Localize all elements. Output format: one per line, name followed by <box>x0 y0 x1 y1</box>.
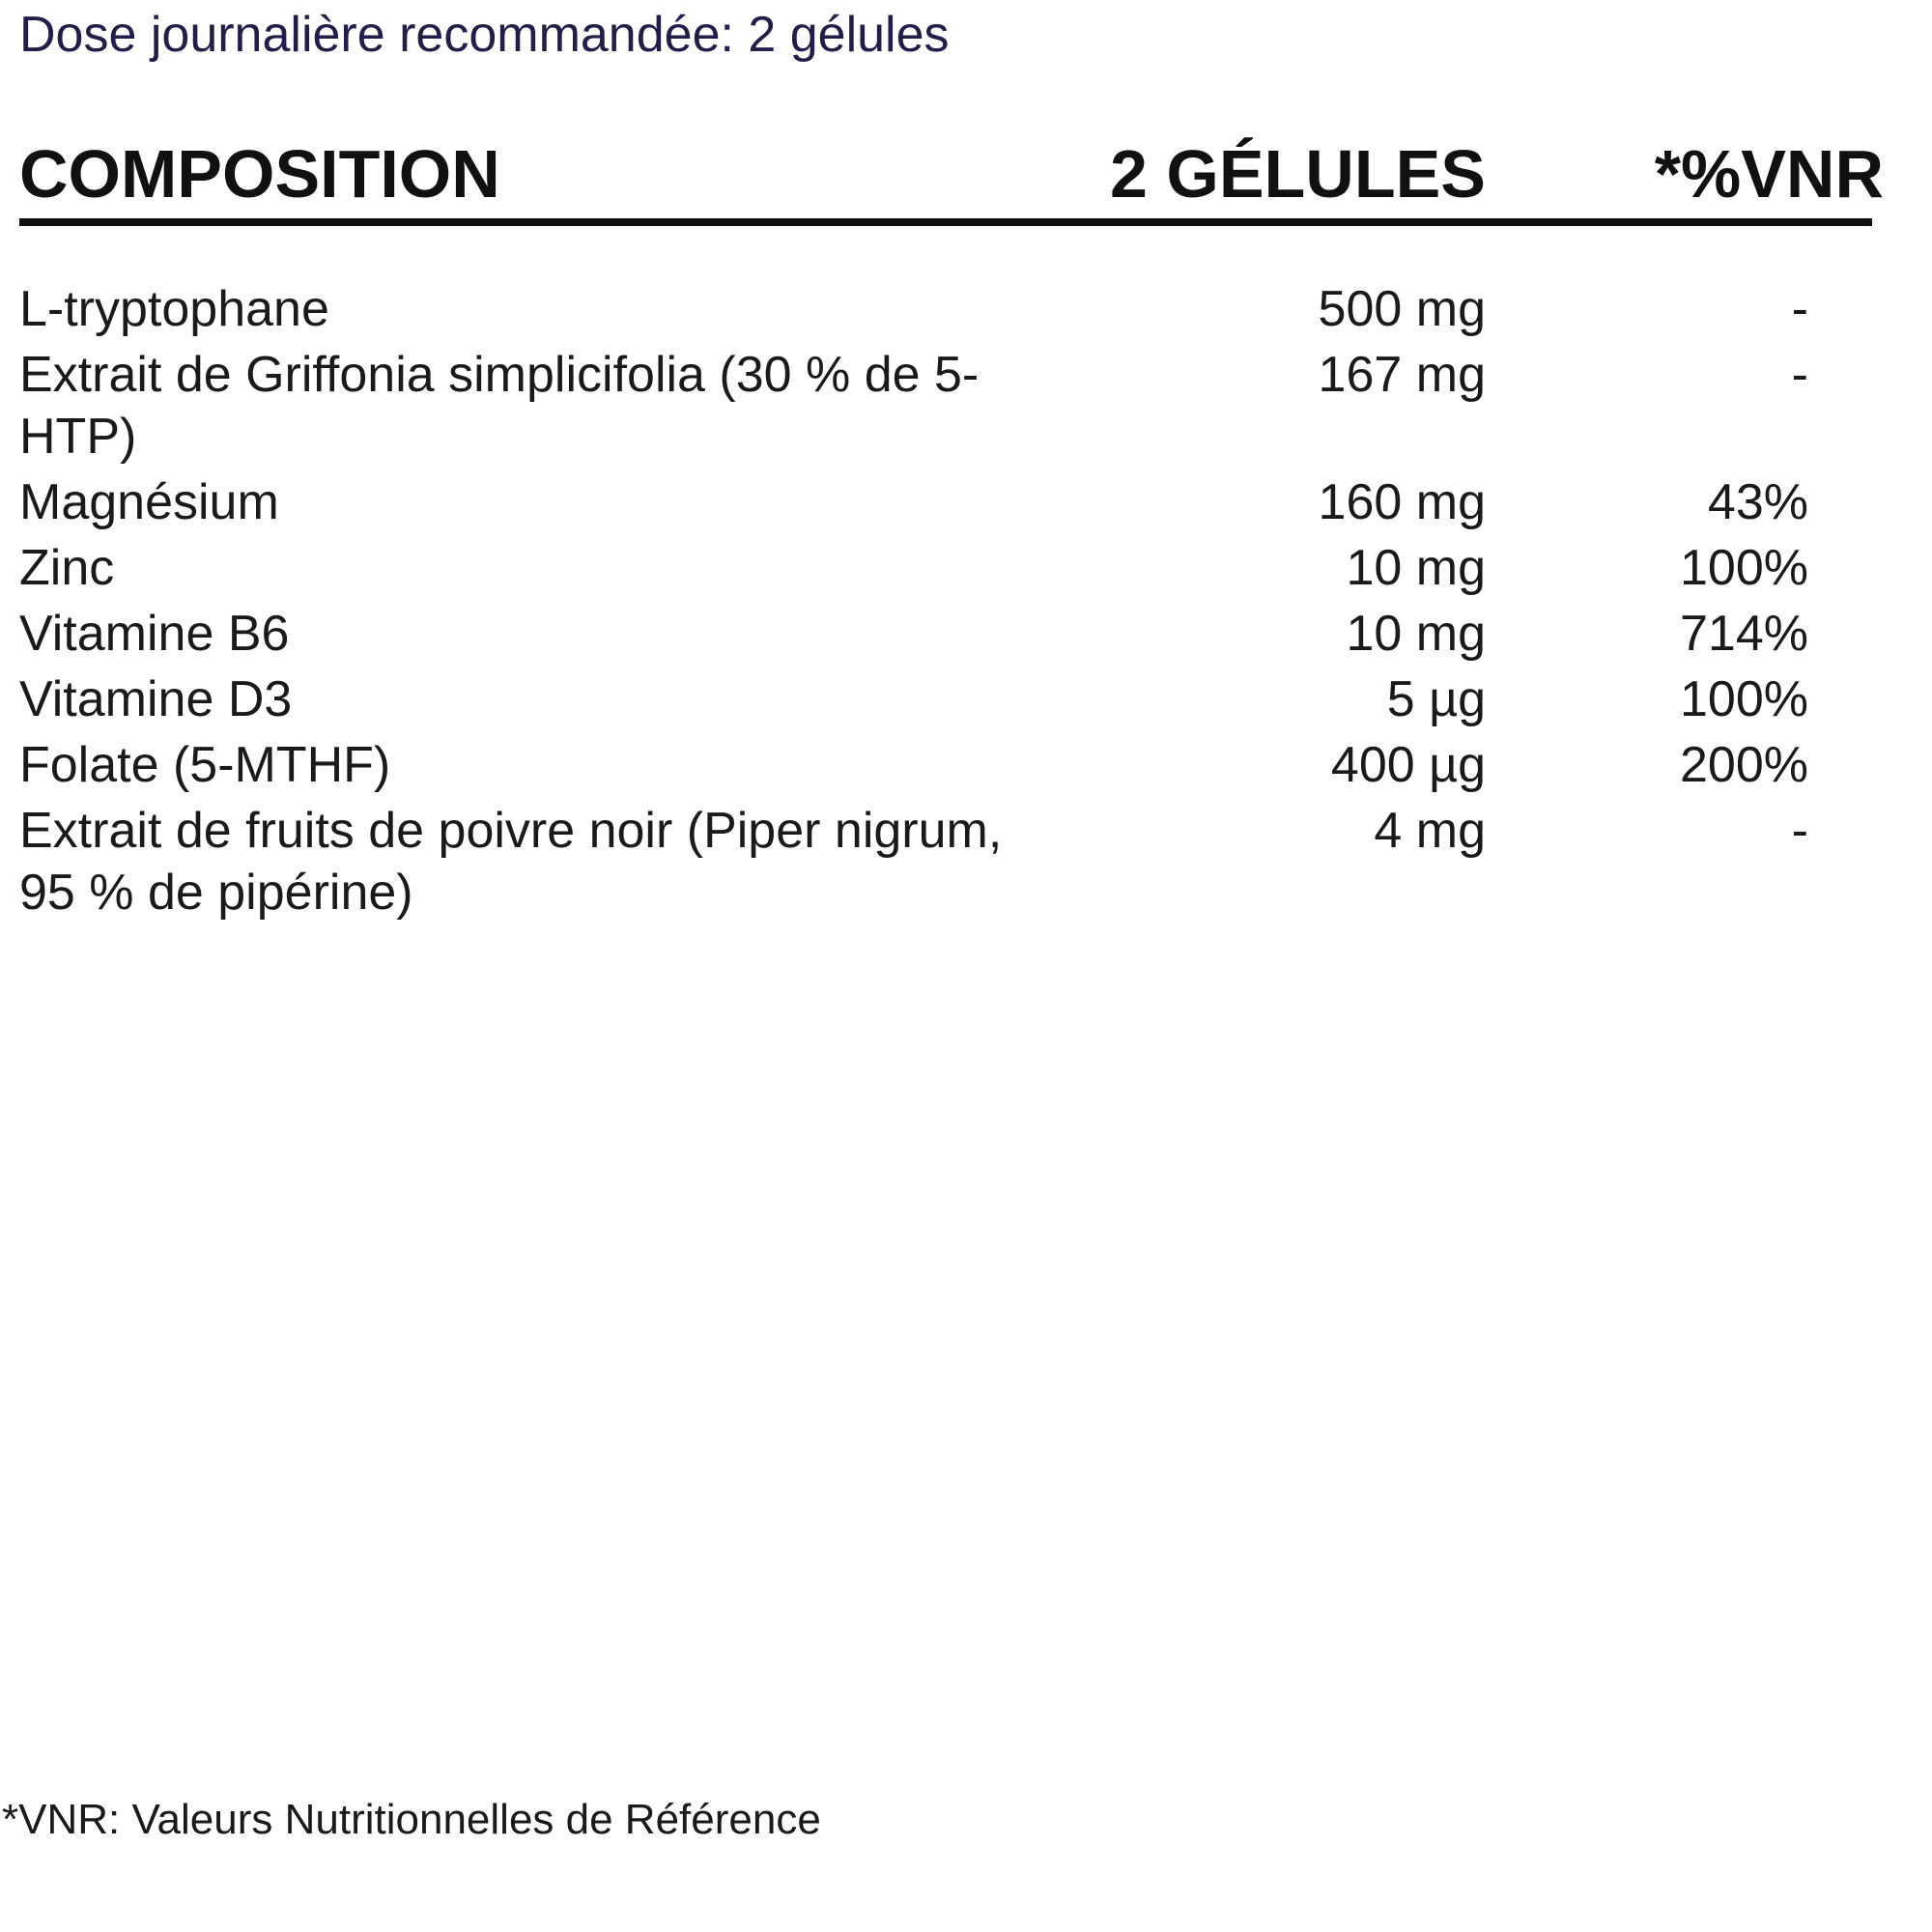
ingredient-name: Zinc <box>19 540 115 596</box>
table-row <box>19 471 1884 537</box>
ingredient-quantity: 10 mg <box>1346 540 1486 596</box>
ingredient-vnr: 100% <box>1680 671 1808 727</box>
table-row <box>19 668 1884 734</box>
ingredient-vnr: 100% <box>1680 540 1808 596</box>
table-header <box>19 133 1884 214</box>
table-row <box>19 278 1884 344</box>
ingredient-vnr: 200% <box>1680 737 1808 793</box>
ingredient-name: Magnésium <box>19 474 279 530</box>
ingredient-vnr: - <box>1791 803 1808 859</box>
table-row <box>19 603 1884 668</box>
ingredient-vnr: 714% <box>1680 606 1808 662</box>
daily-dose-text: Dose journalière recommandée: 2 gélules <box>19 7 950 63</box>
ingredient-quantity: 4 mg <box>1374 803 1486 859</box>
table-row <box>19 344 1884 471</box>
table-row <box>19 800 1884 927</box>
ingredient-name: Extrait de Griffonia simplicifolia (30 % de 5-HTP) <box>19 347 980 465</box>
composition-table <box>19 133 1884 921</box>
ingredient-name: Extrait de fruits de poivre noir (Piper nigrum, 95 % de pipérine) <box>19 803 1003 921</box>
ingredient-name: L-tryptophane <box>19 281 329 337</box>
ingredient-quantity: 500 mg <box>1318 281 1486 337</box>
ingredient-name: Vitamine D3 <box>19 671 293 727</box>
vnr-footnote: *VNR: Valeurs Nutritionnelles de Référence <box>2 1796 821 1843</box>
header-composition: COMPOSITION <box>19 136 500 212</box>
header-divider <box>19 218 1872 226</box>
ingredient-quantity: 160 mg <box>1318 474 1486 530</box>
ingredient-vnr: - <box>1791 281 1808 337</box>
ingredient-name: Folate (5-MTHF) <box>19 737 391 793</box>
ingredient-name: Vitamine B6 <box>19 606 290 662</box>
table-body <box>19 278 1884 927</box>
table-row <box>19 734 1884 800</box>
ingredient-vnr: - <box>1791 347 1808 403</box>
ingredient-quantity: 5 µg <box>1386 671 1486 727</box>
ingredient-quantity: 10 mg <box>1346 606 1486 662</box>
header-vnr: *%VNR <box>1654 136 1884 212</box>
ingredient-quantity: 167 mg <box>1318 347 1486 403</box>
ingredient-vnr: 43% <box>1707 474 1808 530</box>
table-row <box>19 537 1884 603</box>
header-quantity: 2 GÉLULES <box>1110 136 1486 212</box>
ingredient-quantity: 400 µg <box>1330 737 1486 793</box>
